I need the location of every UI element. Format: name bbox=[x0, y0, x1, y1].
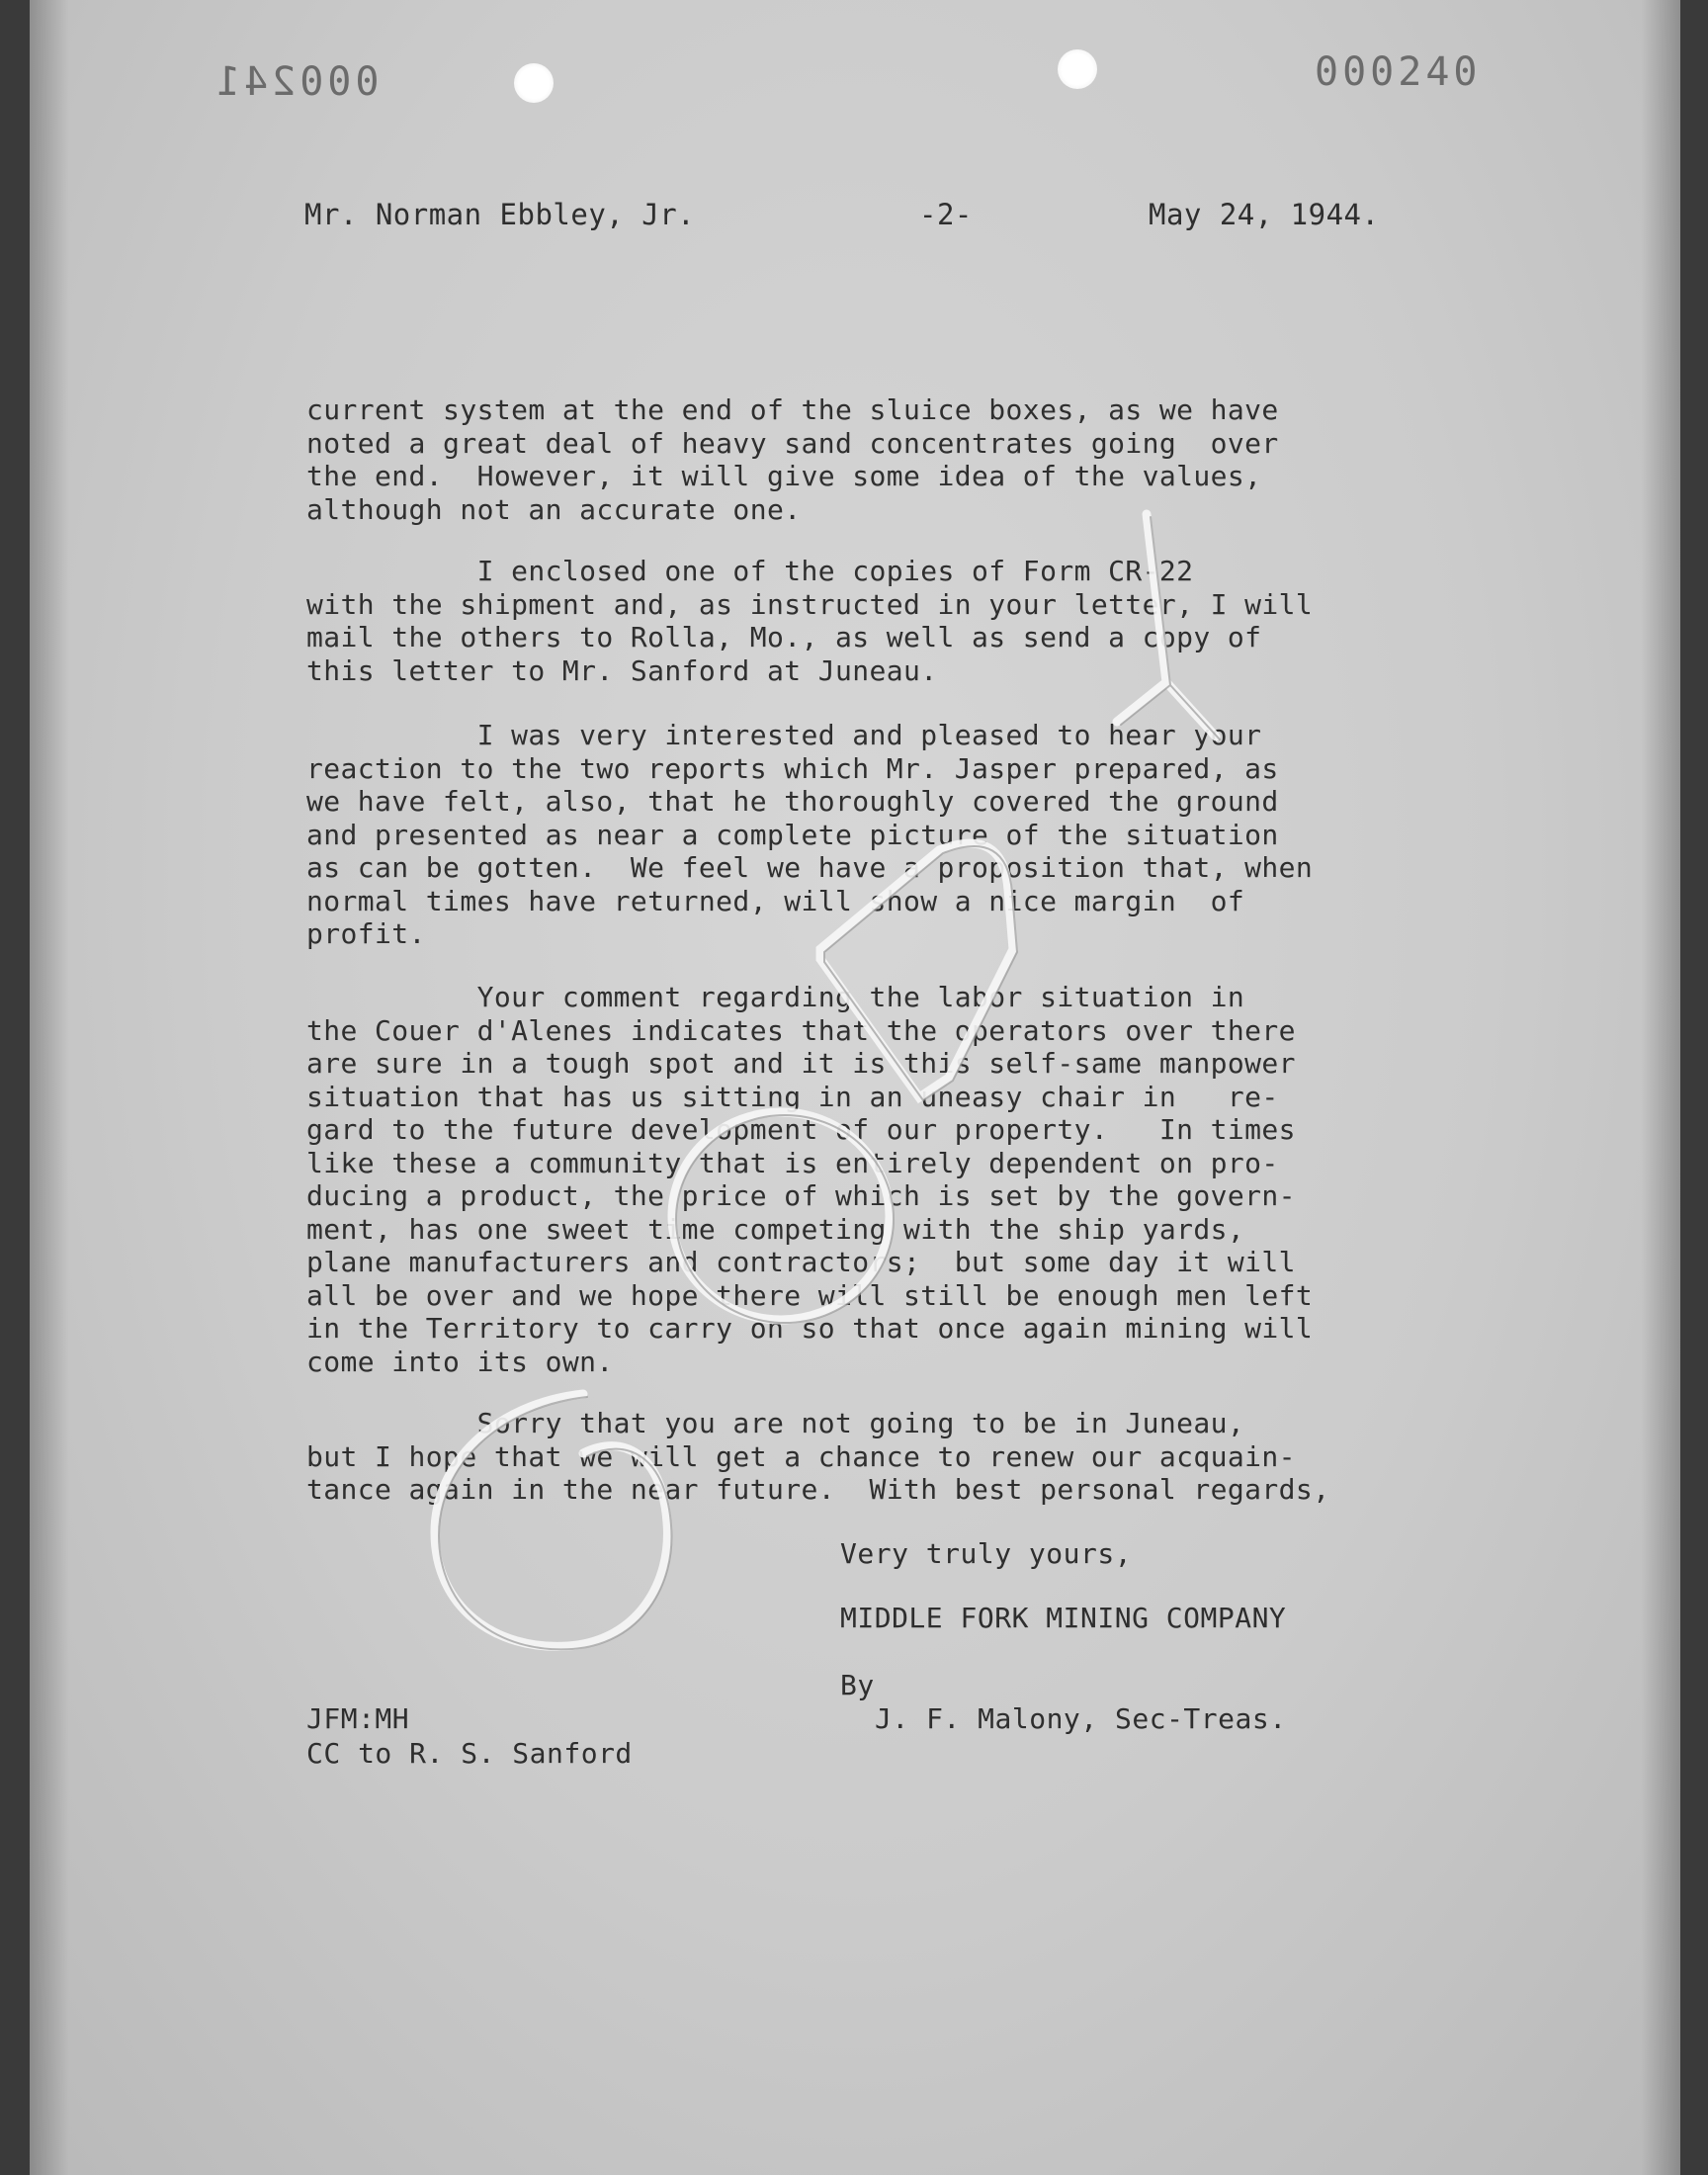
text-line: plane manufacturers and contractors; but some day it will bbox=[306, 1246, 1296, 1278]
text-line: like these a community that is entirely dependent on pro- bbox=[306, 1146, 1279, 1179]
letter-page bbox=[30, 0, 1680, 2175]
closing-salutation: Very truly yours, bbox=[840, 1537, 1133, 1570]
header-date: May 24, 1944. bbox=[1149, 198, 1380, 231]
closing-by: By bbox=[840, 1669, 875, 1701]
text-line: I enclosed one of the copies of Form CR-22 bbox=[306, 555, 1194, 587]
paragraph-1 bbox=[306, 393, 1279, 526]
typist-initials: JFM:MH bbox=[306, 1702, 410, 1735]
text-line: come into its own. bbox=[306, 1345, 614, 1378]
paragraph-3 bbox=[306, 719, 1313, 951]
page-number-stamp: 000240 bbox=[1315, 49, 1482, 95]
text-line: and presented as near a complete picture of the situation bbox=[306, 818, 1279, 851]
text-line: the Couer d'Alenes indicates that the operators over there bbox=[306, 1013, 1296, 1047]
text-line: Sorry that you are not going to be in Juneau, bbox=[306, 1407, 1245, 1439]
text-line: situation that has us sitting in an uneasy chair in re- bbox=[306, 1080, 1279, 1113]
text-line: in the Territory to carry on so that once again mining will bbox=[306, 1312, 1314, 1345]
text-line: I was very interested and pleased to hear your bbox=[306, 719, 1262, 751]
closing-company: MIDDLE FORK MINING COMPANY bbox=[840, 1602, 1287, 1634]
text-line: are sure in a tough spot and it is this self-same manpower bbox=[306, 1047, 1296, 1080]
text-line: noted a great deal of heavy sand concentrates going over bbox=[306, 426, 1279, 460]
text-line: we have felt, also, that he thoroughly covered the ground bbox=[306, 785, 1279, 818]
bleed-through-page-number: 000241 bbox=[213, 59, 380, 105]
page-edge-shadow-right bbox=[1641, 0, 1680, 2175]
text-line: but I hope that we will get a chance to renew our acquain- bbox=[306, 1439, 1296, 1473]
punch-hole bbox=[1058, 49, 1097, 89]
text-line: tance again in the near future. With best personal regards, bbox=[306, 1473, 1330, 1506]
text-line: although not an accurate one. bbox=[306, 492, 802, 526]
text-line: reaction to the two reports which Mr. Jasper prepared, as bbox=[306, 751, 1279, 785]
closing-signer: J. F. Malony, Sec-Treas. bbox=[875, 1702, 1287, 1735]
text-line: Your comment regarding the labor situation in bbox=[306, 981, 1245, 1013]
text-line: current system at the end of the sluice boxes, as we have bbox=[306, 393, 1279, 426]
paragraph-2 bbox=[306, 555, 1313, 687]
text-line: all be over and we hope there will still be enough men left bbox=[306, 1278, 1314, 1312]
page-edge-shadow-left bbox=[30, 0, 69, 2175]
text-line: profit. bbox=[306, 917, 426, 950]
punch-hole bbox=[514, 63, 554, 103]
text-line: mail the others to Rolla, Mo., as well as send a copy of bbox=[306, 621, 1262, 653]
text-line: with the shipment and, as instructed in your letter, I will bbox=[306, 587, 1314, 621]
text-line: the end. However, it will give some idea of the values, bbox=[306, 460, 1262, 492]
text-line: normal times have returned, will show a nice margin of bbox=[306, 884, 1245, 917]
text-line: gard to the future development of our property. In times bbox=[306, 1113, 1296, 1146]
paragraph-5 bbox=[306, 1407, 1329, 1507]
text-line: as can be gotten. We feel we have a proposition that, when bbox=[306, 851, 1314, 884]
paragraph-4 bbox=[306, 981, 1313, 1378]
text-line: this letter to Mr. Sanford at Juneau. bbox=[306, 653, 938, 687]
text-line: ducing a product, the price of which is set by the govern- bbox=[306, 1179, 1296, 1212]
header-page-number: -2- bbox=[919, 198, 973, 231]
carbon-copy-note: CC to R. S. Sanford bbox=[306, 1737, 633, 1770]
text-line: ment, has one sweet time competing with the ship yards, bbox=[306, 1212, 1245, 1246]
header-recipient: Mr. Norman Ebbley, Jr. bbox=[304, 198, 696, 231]
